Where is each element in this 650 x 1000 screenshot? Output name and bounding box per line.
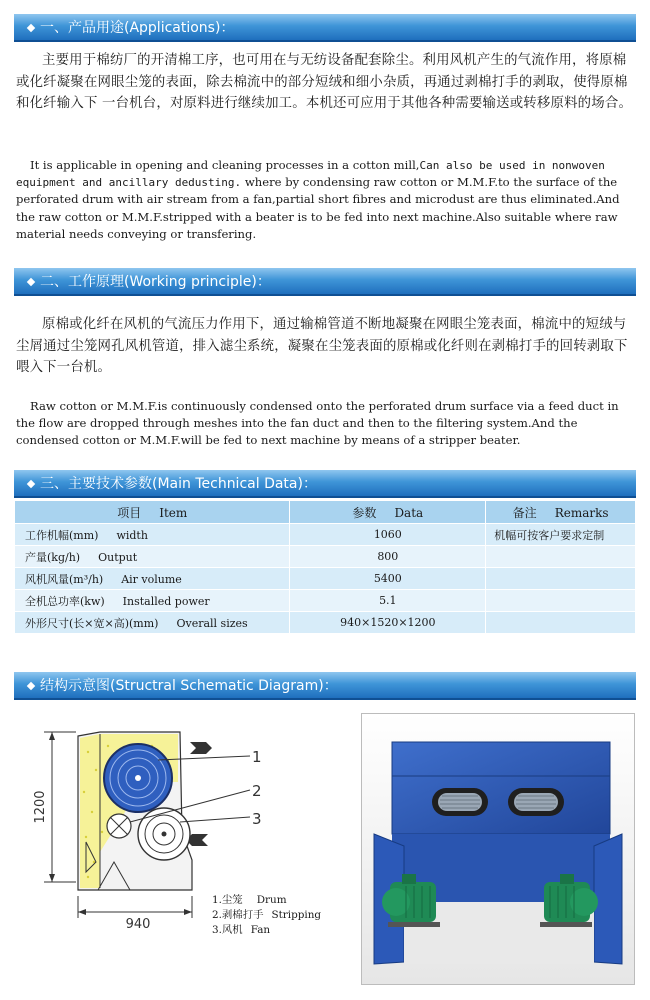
callout-1: 1 — [252, 748, 262, 766]
section-header-working-principle — [14, 268, 636, 296]
table-row: 风机风量(m³/h) Air volume 5400 — [15, 568, 636, 590]
table-row: 工作机幅(mm) width 1060 机幅可按客户要求定制 — [15, 524, 636, 546]
machine-photo — [361, 713, 635, 985]
diamond-bullet-icon — [27, 278, 35, 286]
table-row: 全机总功率(kw) Installed power 5.1 — [15, 590, 636, 612]
callout-2: 2 — [252, 782, 262, 800]
diamond-bullet-icon — [27, 480, 35, 488]
header-remarks: 备注 Remarks — [486, 501, 636, 524]
section-header-schematic — [14, 672, 636, 700]
dimension-width-label: 940 — [125, 917, 151, 932]
section-title: 结构示意图(Structral Schematic Diagram)： — [40, 678, 338, 694]
header-item: 项目 Item — [15, 501, 290, 524]
section-title: 一、产品用途(Applications)： — [40, 20, 235, 36]
table-row: 外形尺寸(长×宽×高)(mm) Overall sizes 940×1520×1200 — [15, 612, 636, 634]
applications-cn-text: 主要用于棉纺厂的开清棉工序，也可用在与无纺设备配套除尘。利用风机产生的气流作用，将原棉或化纤凝聚在网眼尘笼的表面，除去棉流中的部分短绒和细小杂质，再通过剥棉打手的剥取，使得原棉和化纤输入下 一台机台，对原料进行继续加工。本机还可应用于其他各种需要输送或转移原料的场合。 — [16, 53, 633, 111]
header-data: 参数 Data — [290, 501, 486, 524]
schematic-legend — [212, 893, 321, 938]
diamond-bullet-icon — [27, 24, 35, 32]
table-row: 产量(kg/h) Output 800 — [15, 546, 636, 568]
tech-data-table — [14, 500, 636, 634]
table-header-row — [15, 501, 636, 524]
dimension-height-label: 1200 — [33, 790, 48, 824]
machine-illustration — [362, 714, 634, 984]
callout-3: 3 — [252, 810, 262, 828]
section-title: 三、主要技术参数(Main Technical Data)： — [40, 476, 317, 492]
legend-item: 2.剥棉打手 Stripping — [212, 909, 322, 921]
section-header-applications — [14, 14, 636, 42]
diamond-bullet-icon — [27, 682, 35, 690]
working-en-text: Raw cotton or M.M.F.is continuously condensed onto the perforated drum surface via a feed duct in the flow are dropped through meshes into the fan duct and then to the filtering system.And the condensed cotton or M.M.F.will be fed to next machine by means of a stripper beater. — [16, 399, 619, 448]
legend-item: 3.风机 Fan — [212, 924, 271, 936]
working-cn-text: 原棉或化纤在风机的气流压力作用下，通过输棉管道不断地凝聚在网眼尘笼表面，棉流中的短绒与尘屑通过尘笼网孔风机管道，排入滤尘系统，凝聚在尘笼表面的原棉或化纤则在剥棉打手的回转剥取下喂入下一台机。 — [16, 317, 628, 375]
applications-en-text: It is applicable in opening and cleaning processes in a cotton mill,Can also be used in nonwoven equipment and ancillary dedusting. where by condensing raw cotton or M.M.F.to the surface of the perforated drum with air stream from a fan,partial short fibres and microdust are thus eliminated.And the raw cotton or M.M.F.stripped with a beater is to be fed into next machine.Also suitable where raw material needs conveying or transfering. — [16, 158, 620, 241]
section-header-tech-data — [14, 470, 636, 498]
section-title: 二、工作原理(Working principle)： — [40, 274, 271, 290]
legend-item: 1.尘笼 Drum — [212, 894, 287, 906]
